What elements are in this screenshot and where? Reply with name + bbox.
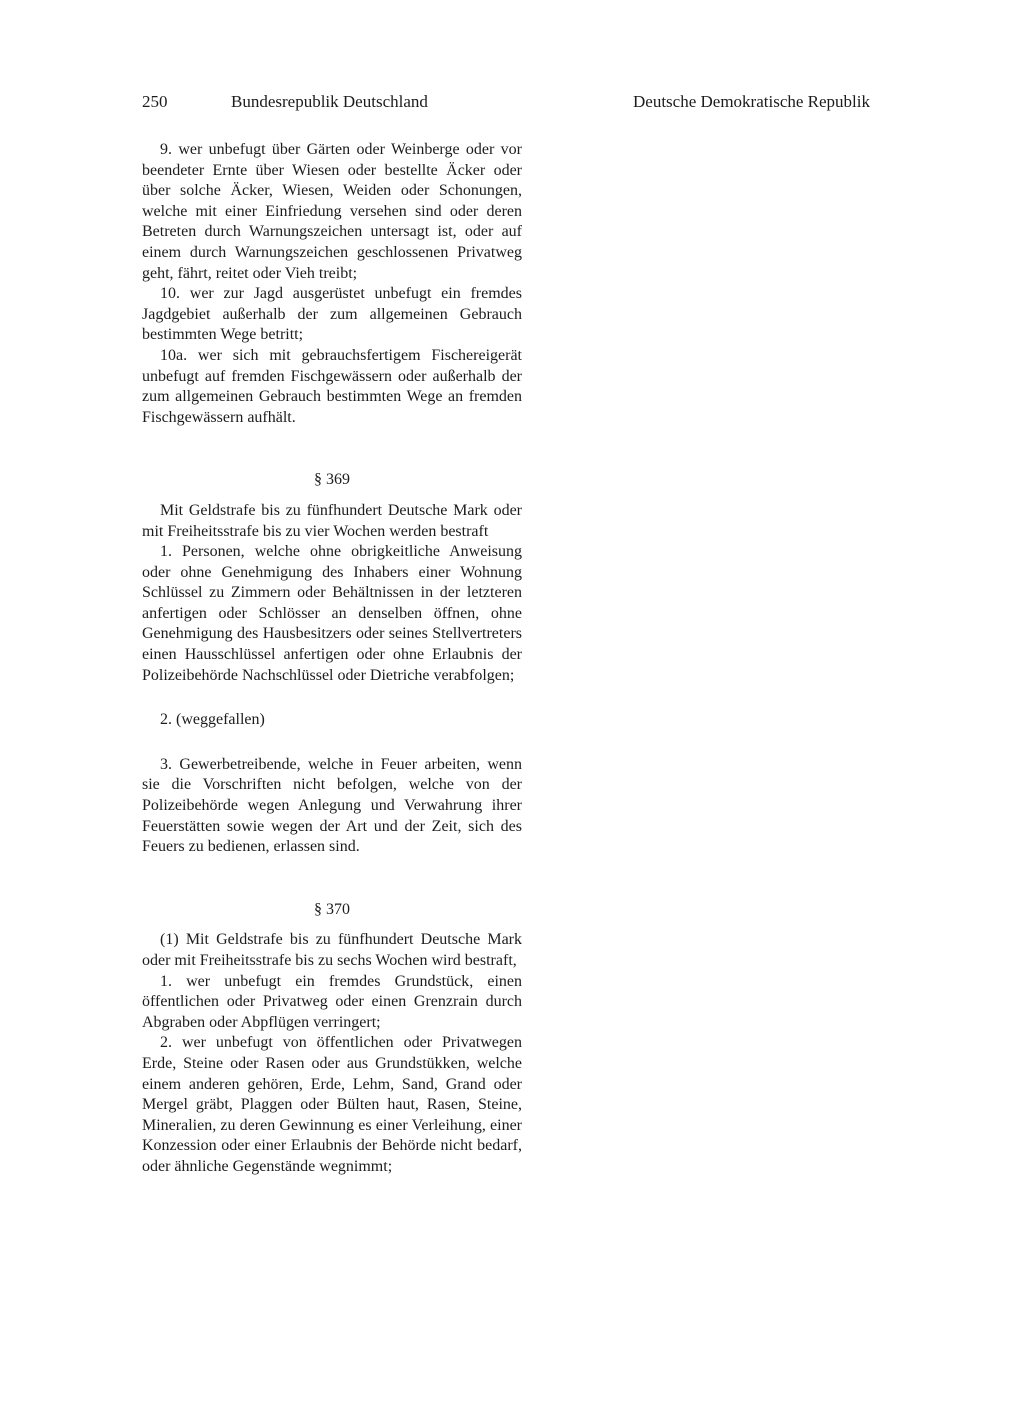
header-left-title: Bundesrepublik Deutschland — [231, 92, 428, 111]
paragraph-item-10a: 10a. wer sich mit gebrauchsfertigem Fischereigerät unbefugt auf fremden Fischgewässern oder außerhalb der zum allgemeinen Gebrauch bestimmten Wege an fremden Fischgewässern aufhält. — [142, 346, 522, 426]
paragraph-369-item-1: 1. Personen, welche ohne obrigkeitliche Anweisung oder ohne Genehmigung des Inhabers einer Wohnung Schlüssel zu Zimmern oder Behältnissen in der letzteren anfertigen oder Schlösser an denselben öffnen, ohne Genehmigung des Hausbesitzers oder seines Stellvertreters einen Hausschlüssel anfertigen oder ohne Erlaubnis der Polizeibehörde Nachschlüssel oder Dietriche verabfolgen; — [142, 543, 522, 684]
spacer — [142, 428, 522, 470]
spacer — [142, 731, 522, 755]
paragraph-370-item-2: 2. wer unbefugt von öffentlichen oder Privatwegen Erde, Steine oder Rasen oder aus Grundstükken, welche einem anderen gehören, Erde, Lehm, Sand, Grand oder Mergel gräbt, Plaggen oder Bülten haut, Rasen, Steine, Mineralien, zu deren Gewinnung es einer Verleihung, einer Konzession oder einer Erlaubnis der Behörde nicht bedarf, oder ähnliche Gegenstände wegnimmt; — [142, 1034, 522, 1175]
paragraph-369-item-2: 2. (weggefallen) — [160, 711, 265, 729]
page-number: 250 — [142, 92, 168, 111]
paragraph-item-10: 10. wer zur Jagd ausgerüstet unbefugt ein fremdes Jagdgebiet außerhalb der zum allgemeinen Gebrauch bestimmten Wege betritt; — [142, 285, 522, 344]
section-heading-370: § 370 — [314, 900, 350, 918]
paragraph-370-intro: (1) Mit Geldstrafe bis zu fünfhundert Deutsche Mark oder mit Freiheitsstrafe bis zu sechs Wochen wird bestraft, — [142, 931, 522, 969]
paragraph-item-9: 9. wer unbefugt über Gärten oder Weinberge oder vor beendeter Ernte über Wiesen oder bestellte Äcker oder über solche Äcker, Wiesen, Weiden oder Schonungen, welche mit einer Einfriedung versehen sind oder deren Betreten durch Warnungszeichen untersagt ist, oder auf einem durch Warnungszeichen geschlossenen Privatweg geht, fährt, reitet oder Vieh treibt; — [142, 141, 522, 282]
spacer — [142, 858, 522, 900]
main-text-column — [142, 140, 522, 1178]
spacer — [142, 920, 522, 930]
spacer — [142, 491, 522, 501]
paragraph-370-item-1: 1. wer unbefugt ein fremdes Grundstück, einen öffentlichen oder Privatweg oder einen Grenzrain durch Abgraben oder Abpflügen verringert; — [142, 972, 522, 1031]
paragraph-369-item-3: 3. Gewerbetreibende, welche in Feuer arbeiten, wenn sie die Vorschriften nicht befolgen, welche von der Polizeibehörde wegen Anlegung und Verwahrung ihrer Feuerstätten sowie wegen der Art und der Zeit, sich des Feuers zu bedienen, erlassen sind. — [142, 755, 522, 856]
running-header — [0, 92, 1024, 122]
header-right-title: Deutsche Demokratische Republik — [633, 92, 870, 111]
section-heading-369: § 369 — [314, 471, 350, 489]
paragraph-369-intro: Mit Geldstrafe bis zu fünfhundert Deutsche Mark oder mit Freiheitsstrafe bis zu vier Wochen werden bestraft — [142, 501, 522, 540]
spacer — [142, 686, 522, 710]
